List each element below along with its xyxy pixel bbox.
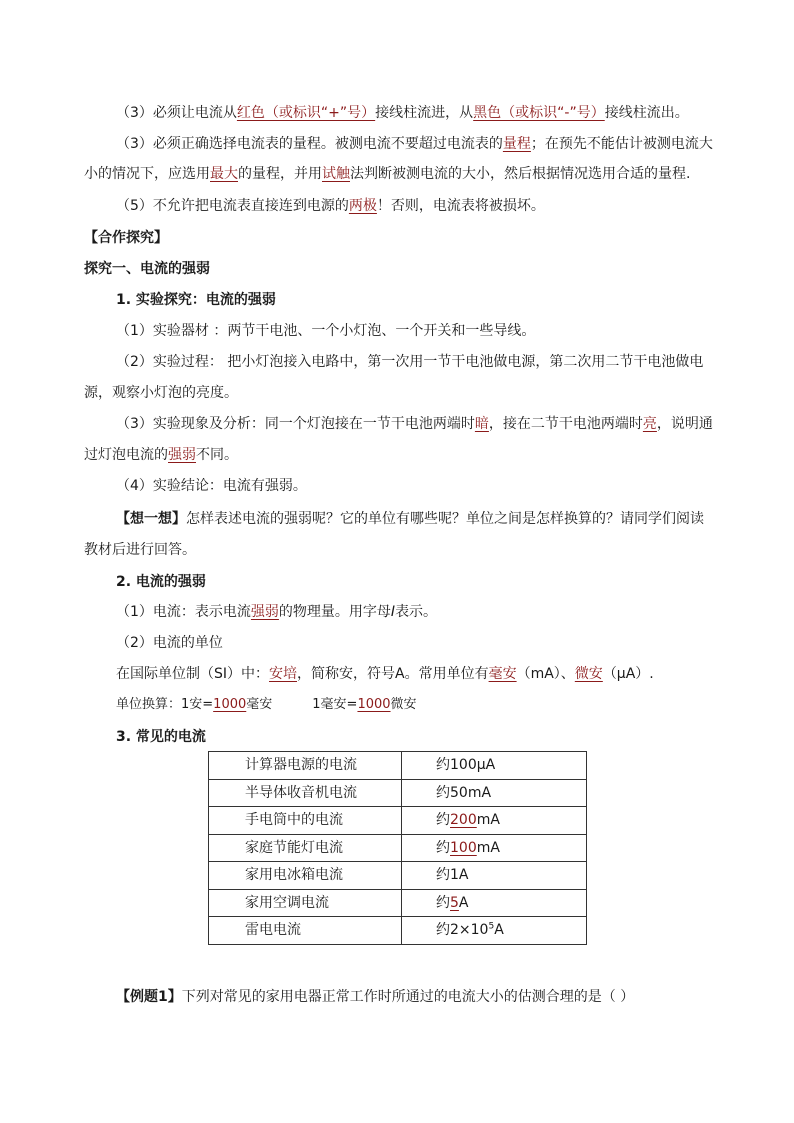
current-value: 约50mA — [402, 779, 587, 807]
appliance-name: 计算器电源的电流 — [209, 752, 402, 780]
current-value: 约100μA — [402, 752, 587, 780]
paragraph-terminal-direction — [116, 103, 689, 123]
answer-1000-ua: 1000 — [357, 697, 391, 712]
answer-dim: 暗 — [474, 416, 489, 432]
appliance-name: 家用空调电流 — [209, 889, 402, 917]
table-row — [209, 779, 587, 807]
text: 过灯泡电流的 — [84, 447, 168, 463]
text: 的量程，并用 — [238, 166, 322, 182]
think-label: 【想一想】 — [116, 511, 186, 527]
answer-range: 量程 — [502, 136, 531, 152]
table-row — [209, 834, 587, 862]
text: 1毫安= — [312, 697, 358, 712]
text: 单位换算：1安= — [116, 697, 214, 712]
heading-experiment: 1. 实验探究：电流的强弱 — [116, 292, 276, 308]
heading-current-unit: （2）电流的单位 — [116, 635, 223, 651]
text: （3）必须正确选择电流表的量程。被测电流不要超过电流表的 — [116, 136, 503, 152]
table-row — [209, 917, 587, 945]
text: ；在预先不能估计被测电流大 — [530, 136, 713, 152]
paragraph-procedure-line2: 源，观察小灯泡的亮度。 — [84, 385, 238, 401]
paragraph-observation-line2 — [84, 445, 238, 465]
table-row — [209, 807, 587, 835]
answer-ampere: 安培 — [269, 666, 298, 682]
text: ，说明通 — [656, 416, 713, 432]
heading-inquiry-one: 探究一、电流的强弱 — [84, 261, 210, 277]
example-label: 【例题1】 — [116, 989, 182, 1005]
answer-strength: 强弱 — [250, 604, 279, 620]
answer-black-terminal: 黑色（或标识“-”号） — [473, 105, 605, 121]
table-row — [209, 752, 587, 780]
current-value: 约100mA — [402, 834, 587, 862]
appliance-name: 家用电冰箱电流 — [209, 862, 402, 890]
answer-1000-ma: 1000 — [213, 697, 247, 712]
answer-two-poles: 两极 — [348, 198, 377, 214]
paragraph-think-line2: 教材后进行回答。 — [84, 542, 196, 558]
appliance-name: 半导体收音机电流 — [209, 779, 402, 807]
text: ，简称安，符号A。常用单位有 — [297, 666, 489, 682]
text: ，接在二节干电池两端时 — [488, 416, 643, 432]
appliance-name: 家庭节能灯电流 — [209, 834, 402, 862]
paragraph-no-direct-connection — [116, 196, 545, 216]
text: 小的情况下，应选用 — [84, 166, 210, 182]
text: 下列对常见的家用电器正常工作时所通过的电流大小的估测合理的是（ ） — [181, 989, 635, 1005]
paragraph-equipment: （1）实验器材 ：两节干电池、一个小灯泡、一个开关和一些导线。 — [116, 323, 536, 339]
text: 毫安 — [246, 697, 273, 712]
common-currents-table — [208, 751, 587, 945]
paragraph-range-line1 — [116, 134, 713, 154]
paragraph-conclusion: （4）实验结论：电流有强弱。 — [116, 478, 307, 494]
text: （3）实验现象及分析：同一个灯泡接在一节干电池两端时 — [116, 416, 475, 432]
paragraph-range-line2 — [84, 164, 690, 184]
text: ！否则，电流表将被损坏。 — [376, 198, 545, 214]
current-value: 约1A — [402, 862, 587, 890]
paragraph-unit-conversion — [116, 695, 417, 715]
text: 接线柱流进，从 — [375, 105, 474, 121]
text: （1）电流：表示电流 — [116, 604, 251, 620]
answer-bright: 亮 — [642, 416, 657, 432]
answer-trial-touch: 试触 — [322, 166, 350, 182]
symbol-i: I — [390, 604, 396, 620]
example-1-question — [116, 987, 634, 1007]
answer-red-terminal: 红色（或标识“+”号） — [236, 105, 376, 121]
text: （mA）、 — [516, 666, 575, 682]
paragraph-procedure-line1: （2）实验过程： 把小灯泡接入电路中，第一次用一节干电池做电源，第二次用二节干电池做电 — [116, 354, 704, 370]
table-row — [209, 889, 587, 917]
text: （μA）. — [602, 666, 654, 682]
current-value: 约5A — [402, 889, 587, 917]
text: 微安 — [390, 697, 417, 712]
answer-largest: 最大 — [210, 166, 238, 182]
current-value: 约$2\times 10^5A$ — [402, 917, 587, 945]
heading-current-strength: 2. 电流的强弱 — [116, 574, 206, 590]
text: 接线柱流出。 — [604, 105, 689, 121]
paragraph-observation-line1 — [116, 414, 713, 434]
text: （3）必须让电流从 — [116, 105, 237, 121]
paragraph-si-unit — [116, 664, 654, 684]
text: 的物理量。用字母 — [278, 604, 391, 620]
text: （5）不允许把电流表直接连到电源的 — [116, 198, 349, 214]
text: 表示。 — [395, 604, 438, 620]
paragraph-think-line1 — [116, 509, 704, 529]
answer-microampere: 微安 — [574, 666, 603, 682]
text: 不同。 — [196, 447, 238, 463]
table-row — [209, 862, 587, 890]
appliance-name: 手电筒中的电流 — [209, 807, 402, 835]
appliance-name: 雷电电流 — [209, 917, 402, 945]
text: 怎样表述电流的强弱呢？它的单位有哪些呢？单位之间是怎样换算的？请同学们阅读 — [186, 511, 704, 527]
answer-strength: 强弱 — [168, 447, 196, 463]
paragraph-current-definition — [116, 602, 437, 622]
heading-cooperative-inquiry: 【合作探究】 — [84, 230, 168, 246]
current-value: 约200mA — [402, 807, 587, 835]
text: 在国际单位制（SI）中： — [116, 666, 270, 682]
heading-common-currents: 3. 常见的电流 — [116, 729, 206, 745]
text: 法判断被测电流的大小，然后根据情况选用合适的量程. — [350, 166, 691, 182]
answer-milliampere: 毫安 — [488, 666, 517, 682]
